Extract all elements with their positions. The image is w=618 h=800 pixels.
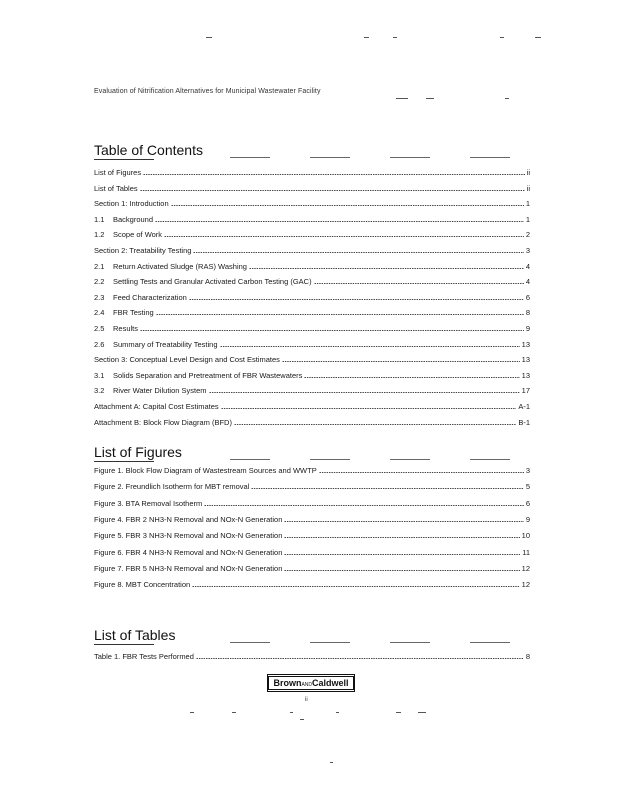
entry-page-number: B-1 xyxy=(518,417,530,427)
entry-label: Figure 5. FBR 3 NH3-N Removal and NOx-N Generation xyxy=(94,531,283,541)
dot-leader xyxy=(164,236,524,237)
toc-entry[interactable] xyxy=(94,384,530,395)
entry-number: 2.3 xyxy=(94,292,105,302)
entry-page-number: 4 xyxy=(525,261,530,271)
logo-brand-right: Caldwell xyxy=(312,678,349,688)
entry-label: Background xyxy=(113,214,154,224)
scan-speck xyxy=(190,712,194,713)
toc-title-rule xyxy=(230,157,530,158)
scan-speck xyxy=(393,37,397,38)
entry-page-number: 1 xyxy=(525,199,530,209)
dot-leader xyxy=(220,346,520,347)
scan-speck xyxy=(396,712,401,713)
entry-page-number: 6 xyxy=(525,498,530,508)
toc-heading xyxy=(94,142,203,160)
entry-page-number: ii xyxy=(526,183,530,193)
entry-page-number: 12 xyxy=(521,580,530,590)
tables-title: List of Tables xyxy=(94,627,176,643)
entry-page-number: 10 xyxy=(521,531,530,541)
entry-number: 1.2 xyxy=(94,230,105,240)
figures-title-underline xyxy=(94,461,154,462)
entry-label: Figure 2. Freundlich Isotherm for MBT removal xyxy=(94,482,250,492)
document-header: Evaluation of Nitrification Alternatives for Municipal Wastewater Facility xyxy=(94,88,321,95)
entry-label: List of Tables xyxy=(94,183,138,193)
entry-label: Figure 1. Block Flow Diagram of Wastestream Sources and WWTP xyxy=(94,466,317,475)
scan-speck xyxy=(426,98,434,99)
dot-leader xyxy=(314,283,524,284)
figure-entry[interactable] xyxy=(94,513,530,524)
dot-leader xyxy=(284,521,523,522)
dot-leader xyxy=(155,221,524,222)
dot-leader xyxy=(221,408,517,409)
entry-label: Figure 4. FBR 2 NH3-N Removal and NOx-N Generation xyxy=(94,514,283,524)
dot-leader xyxy=(143,174,525,175)
dot-leader xyxy=(284,554,520,555)
toc-entry[interactable] xyxy=(94,182,530,193)
entry-label: Section 2: Treatability Testing xyxy=(94,246,192,255)
entry-number: 3.2 xyxy=(94,386,105,396)
entry-page-number: 11 xyxy=(522,547,530,557)
entry-number: 2.4 xyxy=(94,308,105,318)
figures-heading xyxy=(94,444,182,462)
entry-number: 2.1 xyxy=(94,261,105,271)
entry-page-number: 4 xyxy=(525,277,530,287)
entry-label: Summary of Treatability Testing xyxy=(113,339,218,349)
dot-leader xyxy=(204,505,524,506)
toc-entry[interactable] xyxy=(94,306,530,317)
scan-speck xyxy=(336,712,339,713)
entry-page-number: 3 xyxy=(525,466,530,475)
entry-page-number: 9 xyxy=(525,324,530,333)
toc-entry[interactable] xyxy=(94,213,530,224)
dot-leader xyxy=(189,299,524,300)
entry-number: 3.1 xyxy=(94,370,105,380)
entry-label: Results xyxy=(113,324,139,333)
figures-title-rule xyxy=(230,459,530,460)
dot-leader xyxy=(304,377,519,378)
entry-label: List of Figures xyxy=(94,168,142,177)
figure-entry[interactable] xyxy=(94,480,530,491)
entry-label: Figure 7. FBR 5 NH3-N Removal and NOx-N Generation xyxy=(94,563,283,573)
dot-leader xyxy=(319,472,524,473)
entry-label: Settling Tests and Granular Activated Carbon Testing (GAC) xyxy=(113,277,312,287)
dot-leader xyxy=(249,268,524,269)
scan-speck xyxy=(330,762,333,763)
entry-page-number: 8 xyxy=(525,308,530,318)
entry-label: Section 3: Conceptual Level Design and Cost Estimates xyxy=(94,355,280,365)
entry-page-number: 6 xyxy=(525,292,530,302)
scan-speck xyxy=(418,712,426,713)
entry-number: 2.5 xyxy=(94,324,105,333)
toc-entry[interactable] xyxy=(94,197,530,208)
entry-page-number: 13 xyxy=(521,370,530,380)
dot-leader xyxy=(282,361,520,362)
toc-title: Table of Contents xyxy=(94,142,203,158)
scan-speck xyxy=(364,37,369,38)
scan-speck xyxy=(290,712,293,713)
toc-entry[interactable] xyxy=(94,275,530,286)
tables-title-underline xyxy=(94,644,154,645)
dot-leader xyxy=(171,205,524,206)
entry-label: Figure 6. FBR 4 NH3-N Removal and NOx-N Generation xyxy=(94,547,283,557)
entry-label: Table 1. FBR Tests Performed xyxy=(94,652,194,661)
entry-page-number: 12 xyxy=(521,563,530,573)
dot-leader xyxy=(140,190,525,191)
dot-leader xyxy=(192,586,520,587)
scan-speck xyxy=(206,37,212,38)
entry-number: 2.2 xyxy=(94,277,105,287)
dot-leader xyxy=(156,314,524,315)
toc-entry[interactable] xyxy=(94,338,530,349)
dot-leader xyxy=(251,488,523,489)
dot-leader xyxy=(193,252,523,253)
scan-speck xyxy=(232,712,236,713)
figures-title: List of Figures xyxy=(94,444,182,460)
scan-speck xyxy=(505,98,509,99)
entry-page-number: 13 xyxy=(521,355,530,365)
toc-entry[interactable] xyxy=(94,400,530,411)
figure-entry[interactable] xyxy=(94,529,530,540)
entry-number: 1.1 xyxy=(94,214,105,224)
entry-label: Feed Characterization xyxy=(113,292,187,302)
entry-page-number: 5 xyxy=(525,482,530,492)
entry-number: 2.6 xyxy=(94,339,105,349)
tables-heading xyxy=(94,627,175,645)
entry-label: FBR Testing xyxy=(113,308,154,318)
dot-leader xyxy=(284,537,519,538)
toc-title-underline xyxy=(94,159,154,160)
logo-brand-mid: AND xyxy=(301,682,313,688)
dot-leader xyxy=(234,424,516,425)
dot-leader xyxy=(209,392,520,393)
brown-and-caldwell-logo xyxy=(267,674,355,692)
entry-page-number: ii xyxy=(526,168,530,177)
toc-entry[interactable] xyxy=(94,416,530,427)
entry-page-number: A-1 xyxy=(518,402,530,411)
entry-label: Figure 8. MBT Concentration xyxy=(94,580,191,590)
scan-speck xyxy=(535,37,541,38)
entry-label: Return Activated Sludge (RAS) Washing xyxy=(113,261,247,271)
entry-page-number: 17 xyxy=(521,386,530,396)
dot-leader xyxy=(196,658,524,659)
figure-entry[interactable] xyxy=(94,546,530,557)
table-entry[interactable] xyxy=(94,650,530,661)
toc-entry[interactable] xyxy=(94,369,530,380)
toc-entry[interactable] xyxy=(94,228,530,239)
logo-brand-left: Brown xyxy=(273,678,302,688)
toc-entry[interactable] xyxy=(94,166,530,177)
entry-page-number: 13 xyxy=(521,339,530,349)
scan-speck xyxy=(396,98,408,99)
entry-label: River Water Dilution System xyxy=(113,386,207,396)
entry-page-number: 9 xyxy=(525,514,530,524)
entry-label: Attachment B: Block Flow Diagram (BFD) xyxy=(94,417,232,427)
toc-entry[interactable] xyxy=(94,260,530,271)
entry-page-number: 1 xyxy=(525,214,530,224)
dot-leader xyxy=(140,330,524,331)
footer-page-number: ii xyxy=(305,697,308,703)
scan-speck xyxy=(500,37,504,38)
entry-page-number: 2 xyxy=(525,230,530,240)
entry-label: Section 1: Introduction xyxy=(94,199,169,209)
toc-entry[interactable] xyxy=(94,353,530,364)
figure-entry[interactable] xyxy=(94,497,530,508)
logo-wordmark xyxy=(268,676,353,690)
entry-page-number: 3 xyxy=(525,246,530,255)
entry-label: Scope of Work xyxy=(113,230,163,240)
entry-label: Attachment A: Capital Cost Estimates xyxy=(94,402,219,411)
entry-label: Solids Separation and Pretreatment of FBR Wastewaters xyxy=(113,370,303,380)
figure-entry[interactable] xyxy=(94,562,530,573)
scan-speck xyxy=(300,719,304,720)
entry-page-number: 8 xyxy=(525,652,530,661)
figure-entry[interactable] xyxy=(94,464,530,475)
toc-entry[interactable] xyxy=(94,322,530,333)
tables-title-rule xyxy=(230,642,530,643)
dot-leader xyxy=(284,570,519,571)
toc-entry[interactable] xyxy=(94,244,530,255)
figure-entry[interactable] xyxy=(94,578,530,589)
entry-label: Figure 3. BTA Removal Isotherm xyxy=(94,498,203,508)
toc-entry[interactable] xyxy=(94,291,530,302)
